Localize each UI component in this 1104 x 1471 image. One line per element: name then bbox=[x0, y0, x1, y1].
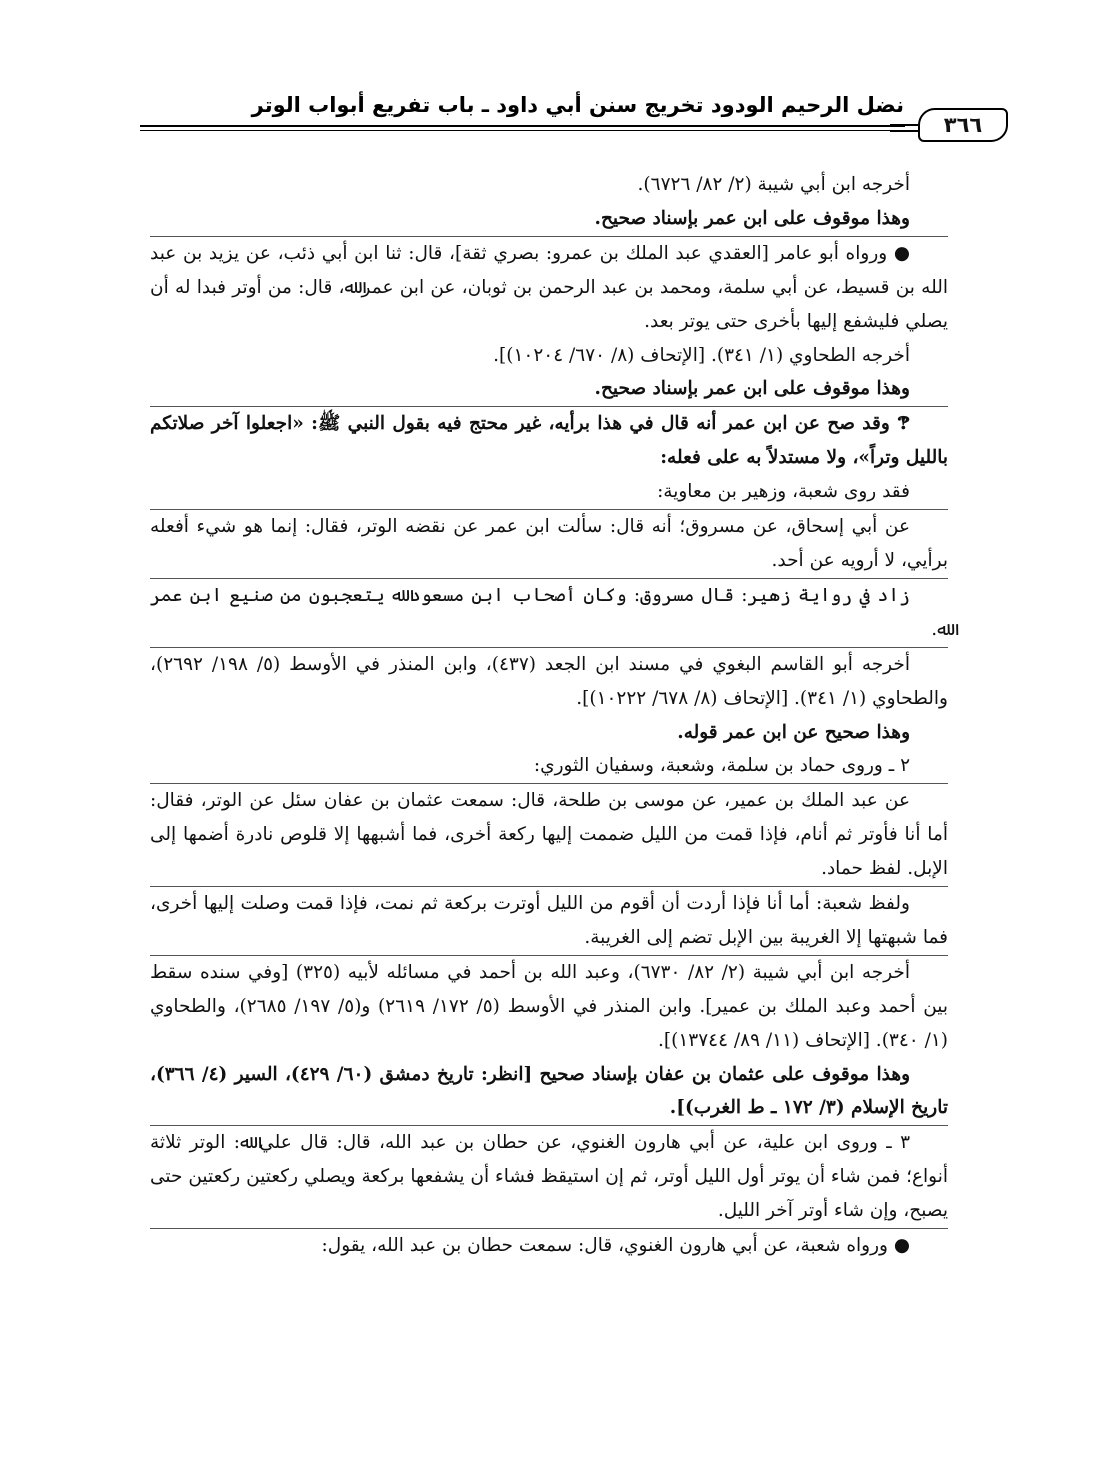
paragraph: ● ورواه شعبة، عن أبي هارون الغنوي، قال: سمعت حطان بن عبد الله، يقول: bbox=[150, 1228, 948, 1263]
page-number: ٣٦٦ bbox=[918, 108, 1008, 142]
page-body bbox=[150, 168, 948, 1263]
paragraph: ولفظ شعبة: أما أنا فإذا أردت أن أقوم من الليل أوترت بركعة ثم نمت، فإذا قمت وصلت إليها أخرى، فما شبهتها إلا الغريبة بين الإبل تضم إلى الغريبة. bbox=[150, 886, 948, 955]
verdict-paragraph: وهذا موقوف على عثمان بن عفان بإسناد صحيح [انظر: تاريخ دمشق (٦٠/ ٤٢٩)، السير (٤/ ٣٦٦)، تاريخ الإسلام (٣/ ١٧٢ ـ ط الغرب)]. bbox=[150, 1063, 948, 1119]
paragraph: أخرجه أبو القاسم البغوي في مسند ابن الجعد (٤٣٧)، وابن المنذر في الأوسط (٥/ ١٩٨/ ٢٦٩٢)، والطحاوي (١/ ٣٤١). [الإتحاف (٨/ ٦٧٨/ ١٠٢٢٢)]. bbox=[150, 647, 948, 716]
paragraph: زاد في رواية زهير: قال مسروق: وكان أصحاب ابن مسعود ﷲ يتعجبون من صنيع ابن عمر ﷲ. bbox=[150, 578, 948, 647]
paragraph: أخرجه ابن أبي شيبة (٢/ ٨٢/ ٦٧٢٦). bbox=[637, 174, 910, 195]
paragraph: ● ورواه أبو عامر [العقدي عبد الملك بن عمرو: بصري ثقة]، قال: ثنا ابن أبي ذئب، عن يزيد بن عبد الله بن قسيط، عن أبي سلمة، ومحمد بن عبد الرحمن بن ثوبان، عن ابن عمر ﷲ، قال: من أوتر فبدا له أن يصلي فليشفع إليها بأخرى حتى يوتر بعد. bbox=[150, 236, 948, 339]
running-title: نضل الرحيم الودود تخريج سنن أبي داود ـ باب تفريع أبواب الوتر bbox=[251, 93, 904, 117]
header-rule-thin bbox=[140, 130, 905, 131]
paragraph: فقد روى شعبة، وزهير بن معاوية: bbox=[657, 481, 910, 503]
note-paragraph: 🙹 وقد صح عن ابن عمر أنه قال في هذا برأيه، غير محتج فيه بقول النبي ﷺ: «اجعلوا آخر صلاتكم بالليل وتراً»، ولا مستدلاً به على فعله: bbox=[150, 406, 948, 475]
paragraph: عن عبد الملك بن عمير، عن موسى بن طلحة، قال: سمعت عثمان بن عفان سئل عن الوتر، فقال: أما أنا فأوتر ثم أنام، فإذا قمت من الليل ضممت إليها ركعة أخرى، فما أشبهها إلا قلوص نادرة أضمها إلى الإبل. لفظ حماد. bbox=[150, 783, 948, 886]
page-number-rule-thin bbox=[890, 130, 918, 132]
verdict-paragraph: وهذا موقوف على ابن عمر بإسناد صحيح. bbox=[594, 378, 910, 400]
paragraph: عن أبي إسحاق، عن مسروق؛ أنه قال: سألت ابن عمر عن نقضه الوتر، فقال: إنما هو شيء أفعله برأيي، لا أرويه عن أحد. bbox=[150, 509, 948, 578]
page-number-rule bbox=[890, 124, 918, 126]
paragraph: ٣ ـ وروى ابن علية، عن أبي هارون الغنوي، عن حطان بن عبد الله، قال: قال علي ﷲ: الوتر ثلاثة أنواع؛ فمن شاء أن يوتر أول الليل أوتر، ثم إن استيقظ فشاء أن يشفعها بركعة ويصلي ركعتين ركعتين حتى يصبح، وإن شاء أوتر آخر الليل. bbox=[150, 1125, 948, 1228]
paragraph: أخرجه الطحاوي (١/ ٣٤١). [الإتحاف (٨/ ٦٧٠/ ١٠٢٠٤)]. bbox=[493, 344, 910, 366]
page-header bbox=[0, 0, 1104, 150]
paragraph: ٢ ـ وروى حماد بن سلمة، وشعبة، وسفيان الثوري: bbox=[533, 755, 910, 777]
verdict-paragraph: وهذا موقوف على ابن عمر بإسناد صحيح. bbox=[594, 207, 910, 229]
paragraph: أخرجه ابن أبي شيبة (٢/ ٨٢/ ٦٧٣٠)، وعبد الله بن أحمد في مسائله لأبيه (٣٢٥) [وفي سنده سقط بين أحمد وعبد الملك بن عمير]. وابن المنذر في الأوسط (٥/ ١٧٢/ ٢٦١٩) و(٥/ ١٩٧/ ٢٦٨٥)، والطحاوي (١/ ٣٤٠). [الإتحاف (١١/ ٨٩/ ١٣٧٤٤)]. bbox=[150, 955, 948, 1058]
header-rule bbox=[140, 125, 905, 127]
verdict-paragraph: وهذا صحيح عن ابن عمر قوله. bbox=[677, 721, 910, 743]
